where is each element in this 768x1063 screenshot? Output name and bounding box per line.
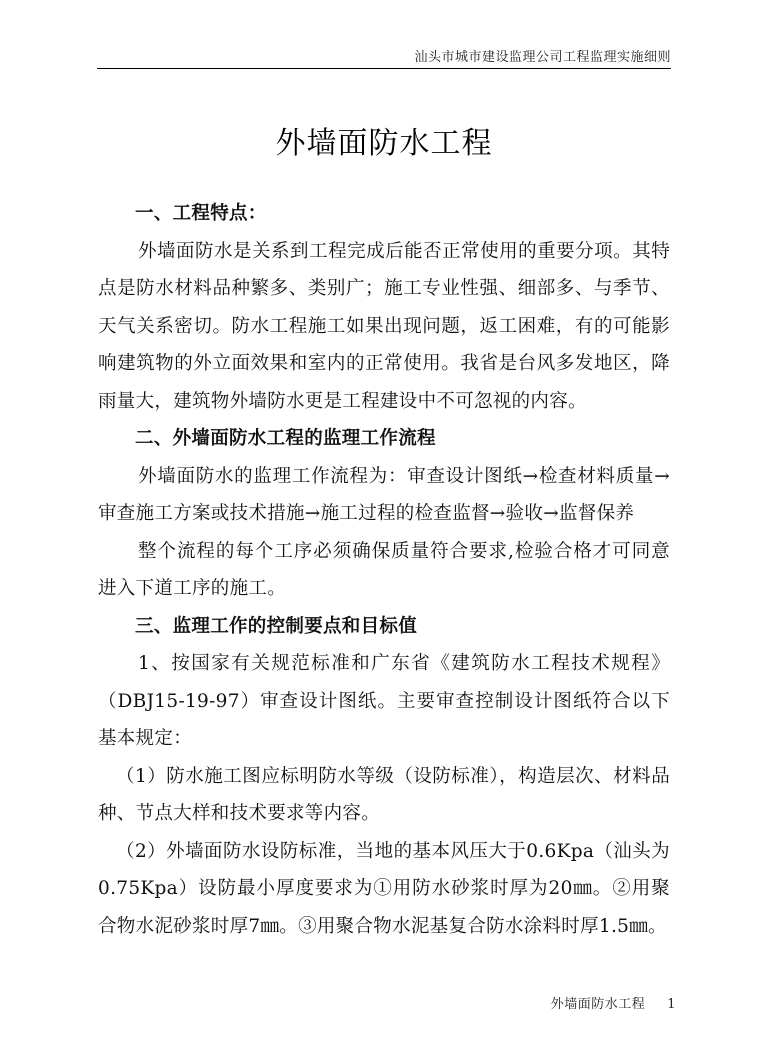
section-heading-1: 一、工程特点：	[135, 203, 267, 224]
page-title: 外墙面防水工程	[275, 126, 493, 161]
section-3-paragraph-2: （1）防水施工图应标明防水等级（设防标准），构造层次、材料品种、节点大样和技术要求等内容。	[98, 765, 670, 824]
header-rule	[97, 68, 671, 69]
section-2-paragraph-2: 整个流程的每个工序必须确保质量符合要求,检验合格才可同意进入下道工序的施工。	[98, 540, 670, 599]
page-footer	[551, 993, 676, 1012]
section-heading-3: 三、监理工作的控制要点和目标值	[135, 615, 418, 637]
page-number: 1	[667, 997, 676, 1012]
section-3-paragraph-1: 1、按国家有关规范标准和广东省《建筑防水工程技术规程》（DBJ15-19-97）审查设计图纸。主要审查控制设计图纸符合以下基本规定：	[98, 653, 670, 749]
section-2-paragraph-1: 外墙面防水的监理工作流程为：审查设计图纸→检查材料质量→审查施工方案或技术措施→施工过程的检查监督→验收→监督保养	[98, 465, 670, 524]
section-1-paragraph-1: 外墙面防水是关系到工程完成后能否正常使用的重要分项。其特点是防水材料品种繁多、类别广；施工专业性强、细部多、与季节、天气关系密切。防水工程施工如果出现问题，返工困难，有的可能影响建筑物的外立面效果和室内的正常使用。我省是台风多发地区，降雨量大，建筑物外墙防水更是工程建设中不可忽视的内容。	[98, 240, 670, 412]
section-3-paragraph-3: （2）外墙面防水设防标准，当地的基本风压大于0.6Kpa（汕头为0.75Kpa）设防最小厚度要求为①用防水砂浆时厚为20㎜。②用聚合物水泥砂浆时厚7㎜。③用聚合物水泥基复合防水涂料时厚1.5㎜。	[98, 840, 670, 937]
document-body	[98, 195, 670, 945]
running-header: 汕头市城市建设监理公司工程监理实施细则	[414, 50, 671, 65]
footer-label: 外墙面防水工程	[550, 997, 646, 1012]
section-heading-2: 二、外墙面防水工程的监理工作流程	[135, 428, 436, 449]
